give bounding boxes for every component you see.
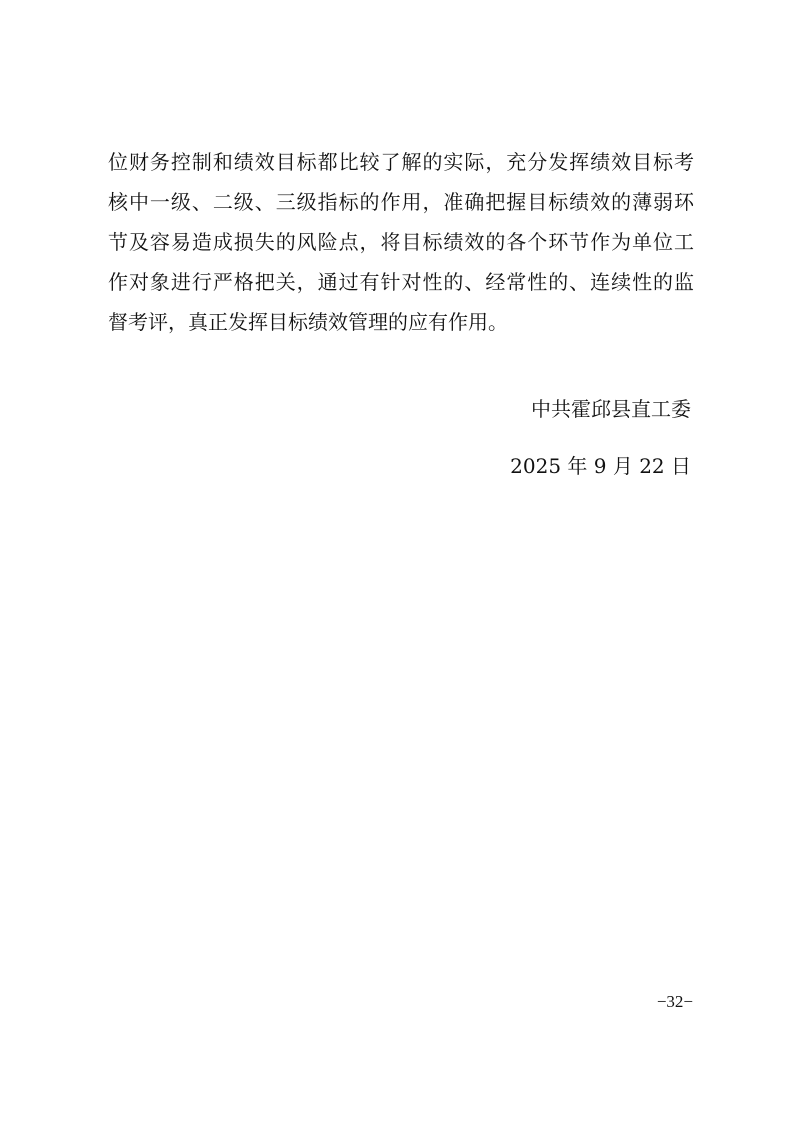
signature-organization: 中共霍邱县直工委 — [531, 397, 691, 421]
body-line-1: 位财务控制和绩效目标都比较了解的实际，充分发挥绩效目标考 — [108, 150, 694, 174]
body-paragraph — [108, 142, 694, 342]
page-number: −32− — [656, 992, 693, 1011]
signature-date: 2025 年 9 月 22 日 — [510, 454, 691, 478]
body-line-3: 节及容易造成损失的风险点，将目标绩效的各个环节作为单位工 — [108, 230, 694, 254]
body-line-4: 作对象进行严格把关，通过有针对性的、经常性的、连续性的监 — [108, 270, 694, 294]
body-line-2: 核中一级、二级、三级指标的作用，准确把握目标绩效的薄弱环 — [108, 190, 694, 214]
body-line-5: 督考评，真正发挥目标绩效管理的应有作用。 — [108, 310, 508, 334]
